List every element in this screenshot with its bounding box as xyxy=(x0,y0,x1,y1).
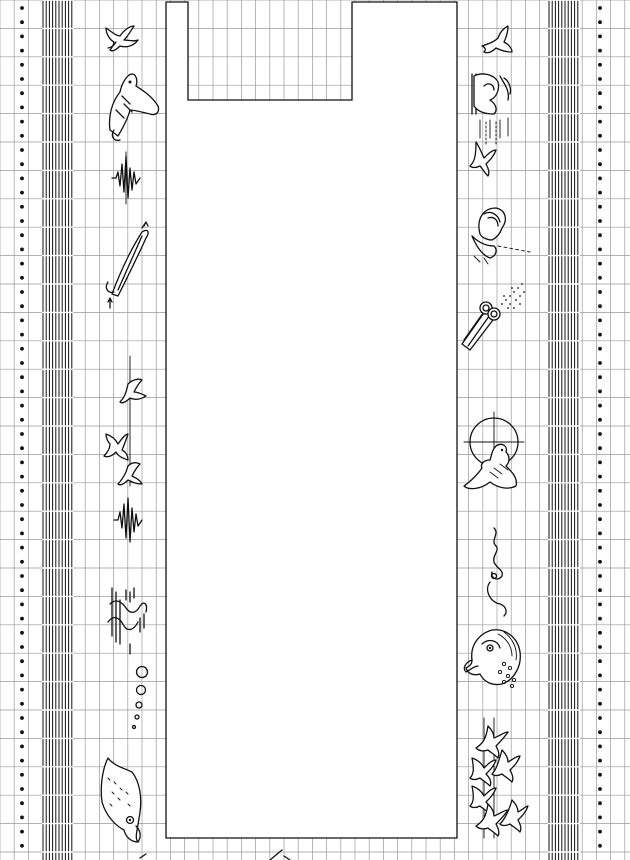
edge-dot xyxy=(598,475,602,479)
edge-dot xyxy=(20,276,24,280)
edge-dot xyxy=(20,134,24,138)
edge-dot xyxy=(20,773,24,777)
edge-dot xyxy=(20,503,24,507)
edge-dot xyxy=(598,35,602,39)
edge-dot xyxy=(598,489,602,493)
edge-dot xyxy=(20,560,24,564)
edge-dot xyxy=(598,659,602,663)
edge-dot xyxy=(20,816,24,820)
edge-dot xyxy=(20,347,24,351)
edge-dot xyxy=(598,91,602,95)
edge-dot xyxy=(20,248,24,252)
edge-dot xyxy=(598,6,602,10)
edge-dot xyxy=(20,517,24,521)
edge-dot xyxy=(598,617,602,621)
edge-dot xyxy=(20,233,24,237)
edge-dot xyxy=(598,816,602,820)
edge-dot xyxy=(598,205,602,209)
edge-dot xyxy=(598,844,602,848)
edge-dot xyxy=(20,702,24,706)
edge-dot xyxy=(598,560,602,564)
edge-dot xyxy=(598,702,602,706)
edge-dot xyxy=(20,830,24,834)
edge-dot xyxy=(20,574,24,578)
edge-dot xyxy=(598,120,602,124)
edge-dot xyxy=(598,404,602,408)
edge-dot xyxy=(598,63,602,67)
edge-dot xyxy=(20,35,24,39)
edge-dot xyxy=(20,603,24,607)
edge-dot xyxy=(20,489,24,493)
edge-dot xyxy=(20,631,24,635)
edge-dot xyxy=(598,276,602,280)
eagle-head-icon xyxy=(464,630,520,688)
edge-dot xyxy=(598,674,602,678)
edge-dot xyxy=(598,787,602,791)
edge-dot xyxy=(598,361,602,365)
edge-dot xyxy=(20,659,24,663)
edge-dot xyxy=(20,617,24,621)
edge-dot xyxy=(20,588,24,592)
shotgun-barrels-icon xyxy=(462,283,525,350)
edge-dot xyxy=(20,475,24,479)
edge-dot xyxy=(20,304,24,308)
edge-dot xyxy=(20,49,24,53)
edge-dot xyxy=(598,588,602,592)
edge-dot xyxy=(598,390,602,394)
edge-dot xyxy=(598,603,602,607)
edge-dot xyxy=(598,631,602,635)
edge-dot xyxy=(598,432,602,436)
edge-dot xyxy=(20,432,24,436)
edge-dot xyxy=(598,319,602,323)
edge-dot xyxy=(598,162,602,166)
edge-dot xyxy=(20,418,24,422)
edge-dot xyxy=(598,830,602,834)
edge-dot xyxy=(20,333,24,337)
edge-dot xyxy=(598,233,602,237)
edge-dot xyxy=(20,20,24,24)
edge-dot xyxy=(598,177,602,181)
bottom-edge-mark xyxy=(140,850,290,860)
edge-dot xyxy=(20,219,24,223)
edge-dot xyxy=(598,375,602,379)
bird-in-hand-icon xyxy=(101,758,140,842)
edge-dot xyxy=(20,461,24,465)
edge-dot xyxy=(598,262,602,266)
edge-dot xyxy=(598,304,602,308)
edge-dot xyxy=(598,446,602,450)
edge-dot xyxy=(598,347,602,351)
edge-dot xyxy=(20,6,24,10)
edge-dot xyxy=(598,148,602,152)
edge-dot xyxy=(20,716,24,720)
edge-dot xyxy=(598,248,602,252)
flying-ducks-icon xyxy=(104,356,146,486)
edge-dot xyxy=(598,730,602,734)
edge-dot xyxy=(20,77,24,81)
edge-dot xyxy=(20,532,24,536)
flock-of-ducks-icon xyxy=(470,718,528,838)
edge-dot xyxy=(598,716,602,720)
edge-dot xyxy=(20,63,24,67)
edge-dot xyxy=(598,745,602,749)
edge-dot xyxy=(598,20,602,24)
edge-dot xyxy=(598,461,602,465)
edge-dot xyxy=(598,106,602,110)
edge-dot xyxy=(598,517,602,521)
edge-dot xyxy=(20,730,24,734)
edge-dot xyxy=(20,205,24,209)
tick-strip-bg xyxy=(548,0,580,860)
edge-dot xyxy=(20,688,24,692)
edge-dot xyxy=(20,319,24,323)
edge-dot xyxy=(20,759,24,763)
edge-dot xyxy=(20,745,24,749)
edge-dot xyxy=(20,91,24,95)
edge-dot xyxy=(598,49,602,53)
edge-dot xyxy=(20,361,24,365)
edge-dot xyxy=(20,787,24,791)
edge-dot xyxy=(598,688,602,692)
edge-dot xyxy=(20,162,24,166)
edge-dot xyxy=(598,503,602,507)
edge-dot xyxy=(598,418,602,422)
edge-dot xyxy=(20,106,24,110)
crosshair-duck-icon xyxy=(464,412,524,489)
edge-dot xyxy=(598,77,602,81)
edge-dot xyxy=(598,801,602,805)
edge-dot xyxy=(20,177,24,181)
edge-dot xyxy=(598,134,602,138)
edge-dot xyxy=(598,219,602,223)
duck-head-icon xyxy=(109,74,158,140)
hunter-with-dog-icon xyxy=(472,74,511,144)
edge-dot xyxy=(20,290,24,294)
edge-dot xyxy=(20,844,24,848)
edge-dot xyxy=(20,645,24,649)
edge-dot xyxy=(598,574,602,578)
edge-dot xyxy=(598,773,602,777)
edge-dot xyxy=(20,191,24,195)
edge-dot xyxy=(20,446,24,450)
edge-dot xyxy=(20,801,24,805)
edge-dot xyxy=(598,645,602,649)
edge-dot xyxy=(20,390,24,394)
flying-duck-icon xyxy=(106,26,138,51)
bubbles-icon xyxy=(133,667,148,729)
sound-wave-icon xyxy=(112,152,140,204)
edge-dot xyxy=(20,404,24,408)
edge-dot xyxy=(20,120,24,124)
edge-dot xyxy=(20,148,24,152)
edge-dot xyxy=(20,375,24,379)
center-panel xyxy=(166,2,457,838)
edge-dot xyxy=(598,759,602,763)
edge-dot xyxy=(598,532,602,536)
edge-dot xyxy=(598,333,602,337)
edge-dot xyxy=(20,546,24,550)
edge-dot xyxy=(598,191,602,195)
edge-dot xyxy=(20,262,24,266)
edge-dot xyxy=(20,674,24,678)
edge-dot xyxy=(598,546,602,550)
edge-dot xyxy=(598,290,602,294)
